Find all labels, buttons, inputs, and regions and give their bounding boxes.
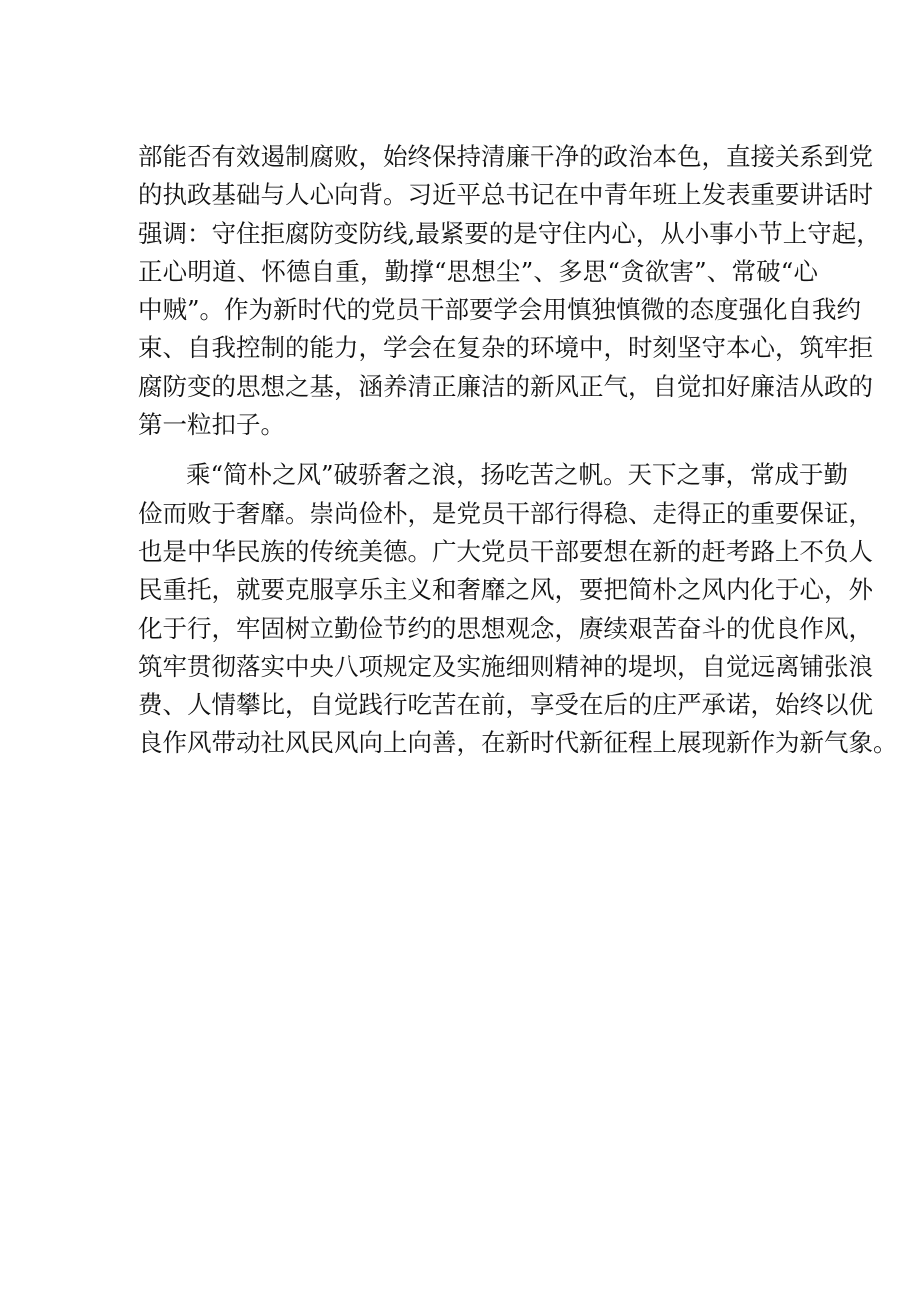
text-line: 化于行，牢固树立勤俭节约的思想观念，赓续艰苦奋斗的优良作风， xyxy=(138,613,873,643)
text-line: 强调：守住拒腐防变防线,最紧要的是守住内心，从小事小节上守起， xyxy=(138,218,881,248)
text-line: 腐防变的思想之基，涵养清正廉洁的新风正气，自觉扣好廉洁从政的 xyxy=(138,371,873,401)
text-line: 的执政基础与人心向背。习近平总书记在中青年班上发表重要讲话时 xyxy=(138,180,873,210)
text-line: 良作风带动社风民风向上向善，在新时代新征程上展现新作为新气象。 xyxy=(138,728,898,758)
text-line: 俭而败于奢靡。崇尚俭朴，是党员干部行得稳、走得正的重要保证， xyxy=(138,498,873,528)
body-text xyxy=(138,138,898,763)
paragraph-spacer xyxy=(138,444,818,456)
paragraph-2 xyxy=(138,456,898,762)
text-line: 束、自我控制的能力，学会在复杂的环境中，时刻坚守本心，筑牢拒 xyxy=(138,333,873,363)
paragraph-1 xyxy=(138,138,881,444)
text-line: 乘“简朴之风”破骄奢之浪，扬吃苦之帆。天下之事，常成于勤 xyxy=(186,460,849,490)
text-line: 民重托，就要克服享乐主义和奢靡之风，要把简朴之风内化于心，外 xyxy=(138,575,873,605)
text-line: 部能否有效遏制腐败，始终保持清廉干净的政治本色，直接关系到党 xyxy=(138,142,873,171)
text-line: 中贼”。作为新时代的党员干部要学会用慎独慎微的态度强化自我约 xyxy=(138,295,862,325)
text-line: 也是中华民族的传统美德。广大党员干部要想在新的赶考路上不负人 xyxy=(138,536,873,566)
text-line: 费、人情攀比，自觉践行吃苦在前，享受在后的庄严承诺，始终以优 xyxy=(138,690,873,720)
text-line: 第一粒扣子。 xyxy=(138,410,285,440)
text-line: 正心明道、怀德自重，勤撑“思想尘”、多思“贪欲害”、常破“心 xyxy=(138,256,818,286)
text-line: 筑牢贯彻落实中央八项规定及实施细则精神的堤坝，自觉远离铺张浪 xyxy=(138,651,873,681)
